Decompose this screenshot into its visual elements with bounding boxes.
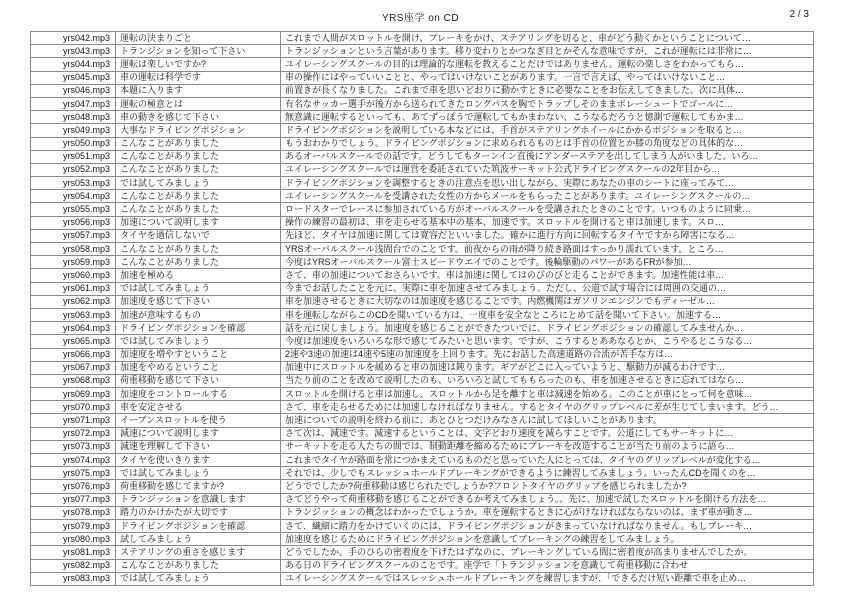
track-description-cell: 無意識に運転するといっても、あてずっぽうで運転してもかまわない、こうなるだろうと憶測で運転してもかま…: [281, 111, 814, 124]
track-description-cell: 車を運転しながらこのCDを聞いている方は、一度車を安全なところにとめて話を聞いて下さい。加速する…: [281, 308, 814, 321]
track-filename-cell: yrs053.mp3: [31, 177, 116, 190]
track-title-cell: こんなことがありました: [116, 190, 281, 203]
track-description-cell: スロットルを開けると車は加速し、スロットルから足を離すと車は減速を始める。このことが車にとって何を意味…: [281, 388, 814, 401]
track-title-cell: トランジションを知って下さい: [116, 45, 281, 58]
track-title-cell: タイヤを使いきります: [116, 454, 281, 467]
track-title-cell: 加速度を増やすということ: [116, 348, 281, 361]
track-title-cell: では試してみましょう: [116, 282, 281, 295]
table-row: [31, 137, 814, 150]
table-row: [31, 216, 814, 229]
table-row: [31, 32, 814, 45]
table-row: [31, 388, 814, 401]
track-list-table: [30, 31, 814, 586]
table-row: [31, 519, 814, 532]
track-description-cell: もうおわかりでしょう。ドライビングポジションに求められるものとは手首の位置とか膝の角度などの具体的な…: [281, 137, 814, 150]
track-description-cell: サーキットを走る人たちの間では、制動距離を縮めるためにブレーキを改造することが当たり前のように語ら…: [281, 440, 814, 453]
table-row: [31, 190, 814, 203]
track-filename-cell: yrs060.mp3: [31, 269, 116, 282]
table-row: [31, 124, 814, 137]
track-title-cell: タイヤを過信しないで: [116, 229, 281, 242]
track-description-cell: 車の操作にはやっていいことと、やってはいけないことがあります。一言で言えば、やってはいけないこと…: [281, 71, 814, 84]
track-filename-cell: yrs042.mp3: [31, 32, 116, 45]
track-title-cell: トランジッションを意識します: [116, 493, 281, 506]
table-row: [31, 243, 814, 256]
track-filename-cell: yrs078.mp3: [31, 506, 116, 519]
table-row: [31, 335, 814, 348]
track-description-cell: 2速や3速の加速は4速や5速の加速度を上回ります。先にお話した高速道路の合流が苦手な方は…: [281, 348, 814, 361]
track-filename-cell: yrs055.mp3: [31, 203, 116, 216]
table-row: [31, 45, 814, 58]
track-title-cell: ステアリングの重さを感じます: [116, 546, 281, 559]
document-header: [0, 9, 841, 25]
document-title: YRS座学 on CD: [381, 13, 460, 24]
track-description-cell: さてどうやって荷重移動を感じることができるか考えてみましょう。。先に、加速で試したスロットルを開ける方法を…: [281, 493, 814, 506]
track-description-cell: ユイレーシングスクールでは運営を委託されていた筑波サーキット公式ドライビングスクールの2年目から…: [281, 163, 814, 176]
table-row: [31, 269, 814, 282]
track-filename-cell: yrs068.mp3: [31, 374, 116, 387]
track-filename-cell: yrs043.mp3: [31, 45, 116, 58]
table-row: [31, 546, 814, 559]
track-description-cell: 操作の練習の最初は、車を走らせる基本中の基本、加速です。スロットルを開けると車は加速します。スロ…: [281, 216, 814, 229]
table-row: [31, 308, 814, 321]
track-description-cell: トランジッションという言葉があります。移り変わりとかつなぎ目とかそんな意味ですが、これが運転には非常に…: [281, 45, 814, 58]
track-filename-cell: yrs059.mp3: [31, 256, 116, 269]
track-title-cell: 加速が意味するもの: [116, 308, 281, 321]
table-row: [31, 440, 814, 453]
track-filename-cell: yrs045.mp3: [31, 71, 116, 84]
table-row: [31, 506, 814, 519]
track-filename-cell: yrs050.mp3: [31, 137, 116, 150]
track-filename-cell: yrs080.mp3: [31, 533, 116, 546]
track-title-cell: ドライビングポジションを確認: [116, 322, 281, 335]
table-row: [31, 229, 814, 242]
track-title-cell: では試してみましょう: [116, 177, 281, 190]
track-description-cell: 有名なサッカー選手が後方から送られてきたロングパスを胸でトラップしそのままボレーシュートでゴールに…: [281, 97, 814, 110]
track-description-cell: ユイレーシングスクールの目的は理論的な運転を教えることだけではありません。運転の楽しさをわかってもら…: [281, 58, 814, 71]
track-title-cell: 車を安定させる: [116, 401, 281, 414]
track-title-cell: 大事なドライビングポジション: [116, 124, 281, 137]
track-filename-cell: yrs069.mp3: [31, 388, 116, 401]
track-filename-cell: yrs070.mp3: [31, 401, 116, 414]
table-row: [31, 322, 814, 335]
track-description-cell: ユイレーシングスクールを受講された女性の方からメールをもらったことがあります。ユイレーシングスクールの…: [281, 190, 814, 203]
table-row: [31, 559, 814, 572]
track-description-cell: さて、繊細に踏力をかけていくのには、ドライビングポジションがきまっていなければなりません。もしブレーキ…: [281, 519, 814, 532]
track-title-cell: こんなことがありました: [116, 203, 281, 216]
track-filename-cell: yrs073.mp3: [31, 440, 116, 453]
track-description-cell: 話を元に戻しましょう。加速度を感じることができたついでに、ドライビングポジションの確認してみませんか…: [281, 322, 814, 335]
table-row: [31, 295, 814, 308]
table-row: [31, 84, 814, 97]
track-filename-cell: yrs056.mp3: [31, 216, 116, 229]
track-description-cell: これまでタイヤが路面を常につかまえているものだと思っていた人にとっては、タイヤのグリップレベルが変化する…: [281, 454, 814, 467]
track-title-cell: 運転の決まりごと: [116, 32, 281, 45]
table-row: [31, 256, 814, 269]
track-description-cell: 加速中にスロットルを緩めると車の加速は鈍ります。ギアがどこに入っていようと、駆動力が減るわけです…: [281, 361, 814, 374]
track-description-cell: 車を加速させるときに大切なのは加速度を感じることです。内燃機関はガソリンエンジンでもディーゼル…: [281, 295, 814, 308]
table-row: [31, 150, 814, 163]
track-description-cell: 加速度を感じるためにドライビングポジションを意識してブレーキングの練習をしてみましょう。: [281, 533, 814, 546]
track-filename-cell: yrs082.mp3: [31, 559, 116, 572]
track-title-cell: 減速について説明します: [116, 427, 281, 440]
track-title-cell: こんなことがありました: [116, 243, 281, 256]
track-filename-cell: yrs058.mp3: [31, 243, 116, 256]
track-title-cell: 試してみましょう: [116, 533, 281, 546]
track-title-cell: では試してみましょう: [116, 572, 281, 585]
track-description-cell: ドライビングポジションを説明している本などには、手首がステアリングホイールにかかるポジションを取ると…: [281, 124, 814, 137]
track-title-cell: 加速を極める: [116, 269, 281, 282]
track-title-cell: 車の運転は科学です: [116, 71, 281, 84]
track-description-cell: それでは、少しでもスレッシュホールドブレーキングができるように練習してみましょう。いったんCDを聞くのを…: [281, 467, 814, 480]
track-filename-cell: yrs047.mp3: [31, 97, 116, 110]
table-row: [31, 111, 814, 124]
track-title-cell: こんなことがありました: [116, 163, 281, 176]
track-title-cell: こんなことがありました: [116, 150, 281, 163]
track-filename-cell: yrs072.mp3: [31, 427, 116, 440]
table-row: [31, 572, 814, 585]
table-row: [31, 361, 814, 374]
track-description-cell: 先ほど、タイヤは加速に関しては寛容だといいました。確かに進行方向に回転するタイヤですから障害になる…: [281, 229, 814, 242]
track-description-cell: ドライビングポジションを調整するときの注意点を思い出しながら、実際にあなたの車のシートに座ってみて…: [281, 177, 814, 190]
table-row: [31, 533, 814, 546]
track-title-cell: 車の動きを感じて下さい: [116, 111, 281, 124]
track-filename-cell: yrs048.mp3: [31, 111, 116, 124]
track-title-cell: 運転の極意とは: [116, 97, 281, 110]
track-title-cell: イーブンスロットルを使う: [116, 414, 281, 427]
track-description-cell: さて次は、減速です。減速するということは、文字どおり速度を減らすことです。公道にしてもサーキットに…: [281, 427, 814, 440]
track-title-cell: こんなことがありました: [116, 559, 281, 572]
track-description-cell: ユイレーシングスクールではスレッシュホールドブレーキングを練習しますが、「できるだけ短い距離で車を止め…: [281, 572, 814, 585]
track-filename-cell: yrs075.mp3: [31, 467, 116, 480]
track-filename-cell: yrs061.mp3: [31, 282, 116, 295]
track-description-cell: 今までお話したことを元に、実際に車を加速させてみましょう。ただし、公道で試す場合には周囲の交通の…: [281, 282, 814, 295]
track-title-cell: では試してみましょう: [116, 467, 281, 480]
table-row: [31, 58, 814, 71]
track-description-cell: さて、車を走らせるためには加速しなければなりません。するとタイヤのグリップレベルに差が生じてしまいます。どう…: [281, 401, 814, 414]
track-description-cell: 今度は加速度をいろいろな形で感じてみたいと思います。ですが、こうするとああなるとか、こうやるとこうなる…: [281, 335, 814, 348]
track-filename-cell: yrs065.mp3: [31, 335, 116, 348]
table-row: [31, 427, 814, 440]
track-filename-cell: yrs076.mp3: [31, 480, 116, 493]
track-title-cell: 荷重移動を感じて下さい: [116, 374, 281, 387]
track-filename-cell: yrs049.mp3: [31, 124, 116, 137]
track-description-cell: どうでしたか。手のひらの密着度を下げたはずなのに、ブレーキングしている間に密着度が高まりませんでしたか。: [281, 546, 814, 559]
track-title-cell: 運転は楽しいですか?: [116, 58, 281, 71]
track-description-cell: 当たり前のことを改めて説明したのも、いろいろと試してももらったのも、車を加速させるときに忘れてはなら…: [281, 374, 814, 387]
track-filename-cell: yrs054.mp3: [31, 190, 116, 203]
track-description-cell: YRSオーバルスクール浅間台でのことです。前夜からの雨が降り続き路面はすっかり濡れています。ところ…: [281, 243, 814, 256]
track-description-cell: 加速についての説明を終わる前に、あとひとつだけみなさんに試してほしいことがあります。: [281, 414, 814, 427]
track-filename-cell: yrs052.mp3: [31, 163, 116, 176]
track-filename-cell: yrs063.mp3: [31, 308, 116, 321]
table-row: [31, 71, 814, 84]
track-filename-cell: yrs064.mp3: [31, 322, 116, 335]
track-description-cell: どうででしたか?荷重移動は感じられたでしょうか?フロントタイヤのグリップを感じられましたか?: [281, 480, 814, 493]
track-filename-cell: yrs071.mp3: [31, 414, 116, 427]
track-filename-cell: yrs062.mp3: [31, 295, 116, 308]
track-title-cell: ドライビングポジションを確認: [116, 519, 281, 532]
track-filename-cell: yrs081.mp3: [31, 546, 116, 559]
track-filename-cell: yrs051.mp3: [31, 150, 116, 163]
track-filename-cell: yrs046.mp3: [31, 84, 116, 97]
track-filename-cell: yrs077.mp3: [31, 493, 116, 506]
track-description-cell: ロードスターでレースに参加されている方がオーバルスクールを受講されたときのことです。いつものように同乗…: [281, 203, 814, 216]
track-description-cell: 今度はYRSオーバルスクール富士スピードウエイでのことです。後輪駆動のパワーがあるFRが参加…: [281, 256, 814, 269]
track-title-cell: 加速をやめるということ: [116, 361, 281, 374]
table-row: [31, 401, 814, 414]
track-description-cell: これまで人間がスロットルを開け、ブレーキをかけ、ステアリングを切ると、車がどう動くかということについて…: [281, 32, 814, 45]
table-row: [31, 177, 814, 190]
table-row: [31, 203, 814, 216]
track-title-cell: 荷重移動を感じてますか?: [116, 480, 281, 493]
track-title-cell: こんなことがありました: [116, 256, 281, 269]
table-row: [31, 348, 814, 361]
table-row: [31, 480, 814, 493]
track-filename-cell: yrs074.mp3: [31, 454, 116, 467]
track-title-cell: では試してみましょう: [116, 335, 281, 348]
track-filename-cell: yrs067.mp3: [31, 361, 116, 374]
track-filename-cell: yrs044.mp3: [31, 58, 116, 71]
track-description-cell: あるオーバルスクールでの話です。どうしてもターンイン直後にアンダーステアを出してしまう人がいました。いろ…: [281, 150, 814, 163]
track-list-body: [31, 32, 814, 586]
track-title-cell: 本題に入ります: [116, 84, 281, 97]
page-indicator: 2 / 3: [789, 9, 809, 20]
track-description-cell: トランジッションの概念はわかったでしょうか。車を運転するときに心がけなければならないのは、まず車が動き…: [281, 506, 814, 519]
track-title-cell: こんなことがありました: [116, 137, 281, 150]
table-row: [31, 454, 814, 467]
table-row: [31, 414, 814, 427]
table-row: [31, 467, 814, 480]
table-row: [31, 374, 814, 387]
table-row: [31, 163, 814, 176]
track-description-cell: 前置きが長くなりました。これまで車を思いどおりに動かすときに必要なことをお伝えしてきました。次に具体…: [281, 84, 814, 97]
track-title-cell: 減速を理解して下さい: [116, 440, 281, 453]
table-row: [31, 282, 814, 295]
track-description-cell: さて、車の加速についておさらいです。車は加速に関してはのびのびと走ることができます。加速性能は車…: [281, 269, 814, 282]
table-row: [31, 97, 814, 110]
track-description-cell: ある日のドライビングスクールのことです。座学で「トランジッションを意識して荷重移動に合わせ: [281, 559, 814, 572]
track-title-cell: 踏力のかけかたが大切です: [116, 506, 281, 519]
table-row: [31, 493, 814, 506]
track-filename-cell: yrs079.mp3: [31, 519, 116, 532]
track-filename-cell: yrs057.mp3: [31, 229, 116, 242]
track-title-cell: 加速度を感じて下さい: [116, 295, 281, 308]
track-title-cell: 加速について説明します: [116, 216, 281, 229]
track-filename-cell: yrs066.mp3: [31, 348, 116, 361]
track-filename-cell: yrs083.mp3: [31, 572, 116, 585]
track-title-cell: 加速度をコントロールする: [116, 388, 281, 401]
